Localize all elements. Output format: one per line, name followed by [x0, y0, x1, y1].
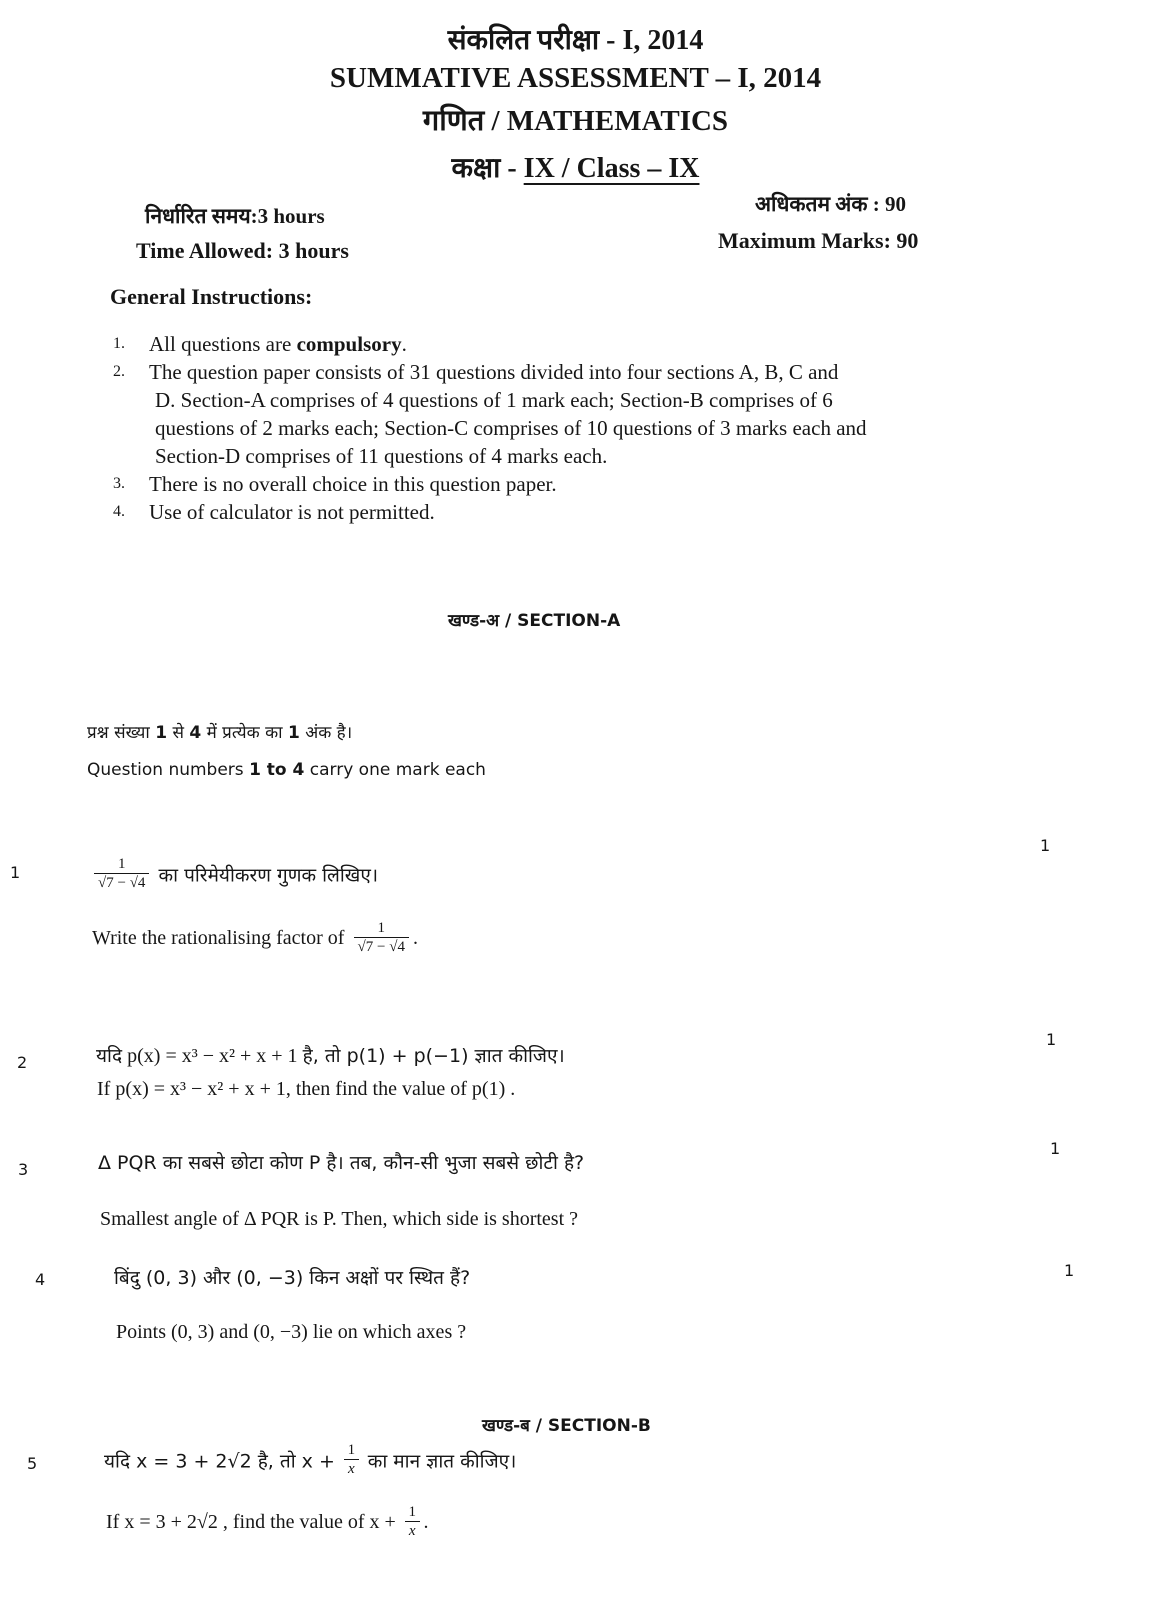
title-english: SUMMATIVE ASSESSMENT – I, 2014 [329, 62, 822, 94]
question-number: 3 [18, 1160, 29, 1179]
instructions-list [113, 330, 993, 526]
question-marks: 1 [1040, 836, 1051, 855]
question-number: 2 [17, 1053, 28, 1072]
fraction: $\frac{1}{√7 - √4}$ [354, 920, 409, 957]
instructions-heading: General Instructions: [110, 284, 313, 309]
question-1-english: Write the rationalising factor of $\frac{1}{√7 - √4}$ . [92, 920, 418, 956]
marks-english: Maximum Marks: 90 [718, 228, 919, 253]
question-marks: 1 [1064, 1261, 1075, 1280]
time-hindi: निर्धारित समय:3 hours [145, 204, 325, 228]
class-prefix: कक्षा - [451, 153, 524, 184]
instruction-item: 2. The question paper consists of 31 questions divided into four sections A, B, C and D. Section-A comprises of 4 questions of 1 mark each; Section-B comprises of 6 questions of 2 marks each; Section-C comprises of 10 questions of 3 marks each and Section-D comprises of 11 questions of 4 marks each. [113, 360, 867, 468]
section-a-note-english: Question numbers 1 to 4 carry one mark each [87, 760, 486, 780]
question-2-hindi: यदि p(x) = x³ − x² + x + 1 है, तो p(1) + p(−1) ज्ञात कीजिए। [96, 1045, 565, 1067]
question-2-english: If p(x) = x³ − x² + x + 1, then find the value of p(1) . [97, 1078, 516, 1100]
question-5-english: If x = 3 + 2√2 , find the value of x + $\frac{1}{x}$ . [106, 1504, 429, 1540]
instruction-item: 1. All questions are compulsory. [113, 332, 407, 356]
question-5-hindi: यदि x = 3 + 2√2 है, तो x + $\frac{1}{x}$ का मान ज्ञात कीजिए। [104, 1442, 517, 1478]
question-4-hindi: बिंदु (0, 3) और (0, −3) किन अक्षों पर स्थित हैं? [114, 1267, 471, 1289]
instruction-item: 3. There is no overall choice in this question paper. [113, 472, 557, 496]
question-number: 5 [27, 1454, 38, 1473]
section-a-heading: खण्ड-अ / SECTION-A [448, 611, 621, 631]
question-1-hindi: $\frac{1}{√7 - √4}$ का परिमेयीकरण गुणक लिखिए। [90, 856, 378, 893]
question-number: 4 [35, 1270, 46, 1289]
question-3-english: Smallest angle of Δ PQR is P. Then, which side is shortest ? [100, 1208, 579, 1230]
section-a-note-hindi: प्रश्न संख्या 1 से 4 में प्रत्येक का 1 अंक है। [87, 723, 353, 743]
instruction-item: 4. Use of calculator is not permitted. [113, 500, 435, 524]
question-marks: 1 [1046, 1030, 1057, 1049]
class-title [0, 148, 1151, 186]
time-english: Time Allowed: 3 hours [136, 238, 349, 263]
question-marks: 1 [1050, 1139, 1061, 1158]
marks-hindi: अधिकतम अंक : 90 [755, 192, 906, 216]
fraction: $\frac{1}{x}$ [405, 1504, 420, 1541]
fraction: $\frac{1}{√7 - √4}$ [94, 856, 149, 893]
question-3-hindi: Δ PQR का सबसे छोटा कोण P है। तब, कौन-सी भुजा सबसे छोटी है? [98, 1152, 585, 1174]
fraction: $\frac{1}{x}$ [344, 1442, 359, 1479]
section-b-heading: खण्ड-ब / SECTION-B [482, 1416, 651, 1436]
subject-title: गणित / MATHEMATICS [422, 105, 729, 137]
class-label: IX / Class – IX [523, 153, 700, 184]
question-number: 1 [10, 863, 21, 882]
question-4-english: Points (0, 3) and (0, −3) lie on which axes ? [116, 1321, 467, 1343]
title-hindi: संकलित परीक्षा - I, 2014 [447, 25, 704, 56]
